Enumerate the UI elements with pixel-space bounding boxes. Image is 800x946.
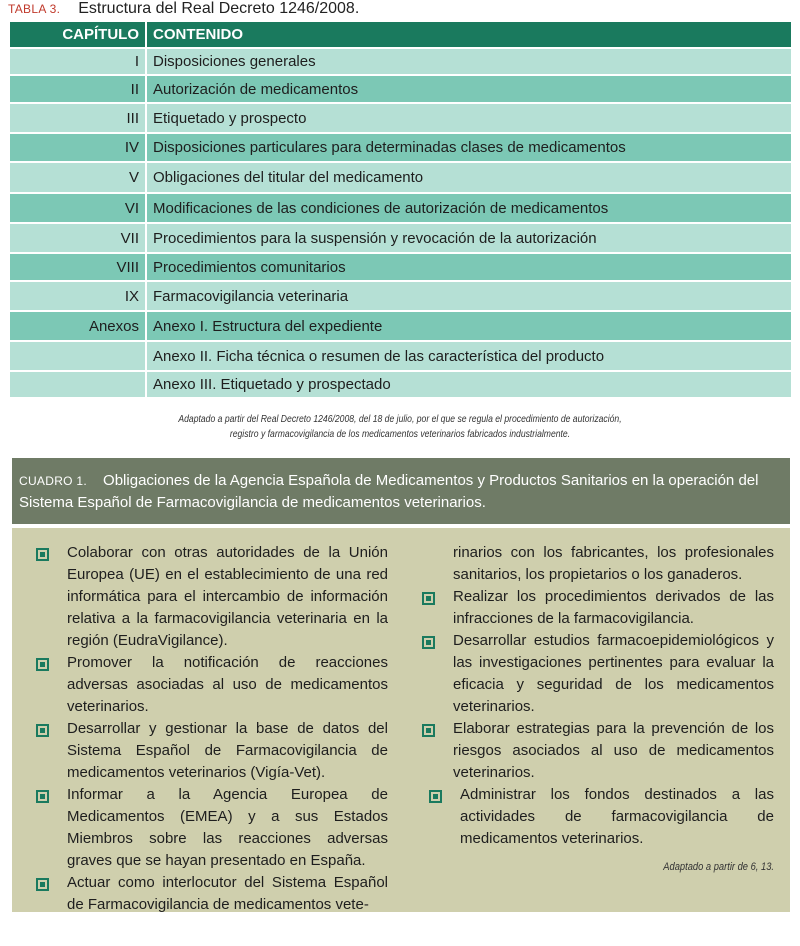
table-row <box>10 48 792 75</box>
item-text: Desarrollar y gestionar la base de datos del Sistema Español de Farmacovigilancia de medicamentos veterinarios (Vigía-Vet). <box>67 720 388 781</box>
item-text: Elaborar estrategias para la prevención de los riesgos asociados al uso de medicamentos veterinarios. <box>453 720 774 781</box>
item-text: Desarrollar estudios farmacoepidemiológicos y las investigaciones pertinentes para evaluar la eficacia y seguridad de los medicamentos veterinarios. <box>453 632 774 715</box>
header-chapter: CAPÍTULO <box>10 22 146 48</box>
square-bullet-icon <box>422 636 435 649</box>
content-cell: Modificaciones de las condiciones de autorización de medicamentos <box>146 193 792 223</box>
item-text: Promover la notificación de reacciones adversas asociadas al uso de medicamentos veterinarios. <box>67 654 388 715</box>
chapter-cell <box>10 371 146 397</box>
item-text: Colaborar con otras autoridades de la Unión Europea (UE) en el establecimiento de una red informática para el intercambio de información relativa a la farmacovigilancia veterinaria en la región (EudraVigilance). <box>67 544 388 649</box>
chapter-cell: VII <box>10 223 146 253</box>
source-line: Adaptado a partir del Real Decreto 1246/2008, del 18 de julio, por el que se regula el procedimiento de autorización, <box>178 413 622 425</box>
item-text: Realizar los procedimientos derivados de las infracciones de la farmacovigilancia. <box>453 588 774 627</box>
chapter-cell: IX <box>10 281 146 311</box>
table-caption <box>8 0 359 18</box>
list-item <box>36 542 388 652</box>
item-text: Informar a la Agencia Europea de Medicamentos (EMEA) y a sus Estados Miembros sobre las reacciones adversas graves que se hayan presentado en España. <box>67 786 388 869</box>
square-bullet-icon <box>36 658 49 671</box>
table-row <box>10 253 792 281</box>
table-header-row <box>10 22 792 48</box>
content-cell: Procedimientos para la suspensión y revocación de la autorización <box>146 223 792 253</box>
list-item <box>36 872 388 916</box>
right-column <box>422 542 774 878</box>
chapter-cell: IV <box>10 133 146 162</box>
chapter-cell: VI <box>10 193 146 223</box>
box-header <box>12 458 790 524</box>
square-bullet-icon <box>422 592 435 605</box>
box-label: CUADRO 1. <box>19 474 88 488</box>
chapter-cell: I <box>10 48 146 75</box>
square-bullet-icon <box>422 724 435 737</box>
table-row <box>10 341 792 371</box>
table-row <box>10 193 792 223</box>
table-row <box>10 223 792 253</box>
table-label: TABLA 3. <box>8 2 61 16</box>
header-content: CONTENIDO <box>146 22 792 48</box>
list-item <box>36 784 388 872</box>
content-cell: Farmacovigilancia veterinaria <box>146 281 792 311</box>
list-item-continuation <box>422 542 774 586</box>
chapter-cell: VIII <box>10 253 146 281</box>
table-row <box>10 162 792 193</box>
content-cell: Anexo II. Ficha técnica o resumen de las característica del producto <box>146 341 792 371</box>
source-line: registro y farmacovigilancia de los medicamentos veterinarios fabricados industrialmente. <box>229 428 571 440</box>
square-bullet-icon <box>36 548 49 561</box>
square-bullet-icon <box>36 724 49 737</box>
table-title: Estructura del Real Decreto 1246/2008. <box>78 0 360 17</box>
content-cell: Obligaciones del titular del medicamento <box>146 162 792 193</box>
list-item <box>36 652 388 718</box>
table-row <box>10 133 792 162</box>
box-body <box>12 528 790 912</box>
content-cell: Procedimientos comunitarios <box>146 253 792 281</box>
table-row <box>10 371 792 397</box>
left-column <box>36 542 388 916</box>
square-bullet-icon <box>36 790 49 803</box>
content-cell: Anexo I. Estructura del expediente <box>146 311 792 341</box>
table-row <box>10 103 792 133</box>
content-cell: Etiquetado y prospecto <box>146 103 792 133</box>
table-row <box>10 281 792 311</box>
list-item <box>36 718 388 784</box>
content-cell: Autorización de medicamentos <box>146 75 792 103</box>
table-source-note <box>72 412 728 442</box>
table-row <box>10 311 792 341</box>
content-cell: Disposiciones particulares para determinadas clases de medicamentos <box>146 133 792 162</box>
chapter-cell: Anexos <box>10 311 146 341</box>
content-cell: Anexo III. Etiquetado y prospectado <box>146 371 792 397</box>
square-bullet-icon <box>429 790 442 803</box>
list-item <box>422 586 774 630</box>
square-bullet-icon <box>36 878 49 891</box>
chapter-cell: II <box>10 75 146 103</box>
chapter-cell: V <box>10 162 146 193</box>
list-item <box>429 784 774 850</box>
chapter-cell: III <box>10 103 146 133</box>
box-title: Obligaciones de la Agencia Española de Medicamentos y Productos Sanitarios en la operación del Sistema Español de Farmacovigilancia de medicamentos veterinarios. <box>19 472 759 511</box>
structure-table <box>10 22 793 397</box>
content-cell: Disposiciones generales <box>146 48 792 75</box>
box-source-note: Adaptado a partir de 6, 13. <box>663 861 774 873</box>
list-item <box>422 630 774 718</box>
item-text: Actuar como interlocutor del Sistema Español de Farmacovigilancia de medicamentos vete- <box>67 874 388 913</box>
item-text: Administrar los fondos destinados a las actividades de farmacovigilancia de medicamentos veterinarios. <box>460 786 774 847</box>
table-row <box>10 75 792 103</box>
chapter-cell <box>10 341 146 371</box>
item-text: rinarios con los fabricantes, los profesionales sanitarios, los propietarios o los ganaderos. <box>453 544 774 583</box>
list-item <box>422 718 774 784</box>
